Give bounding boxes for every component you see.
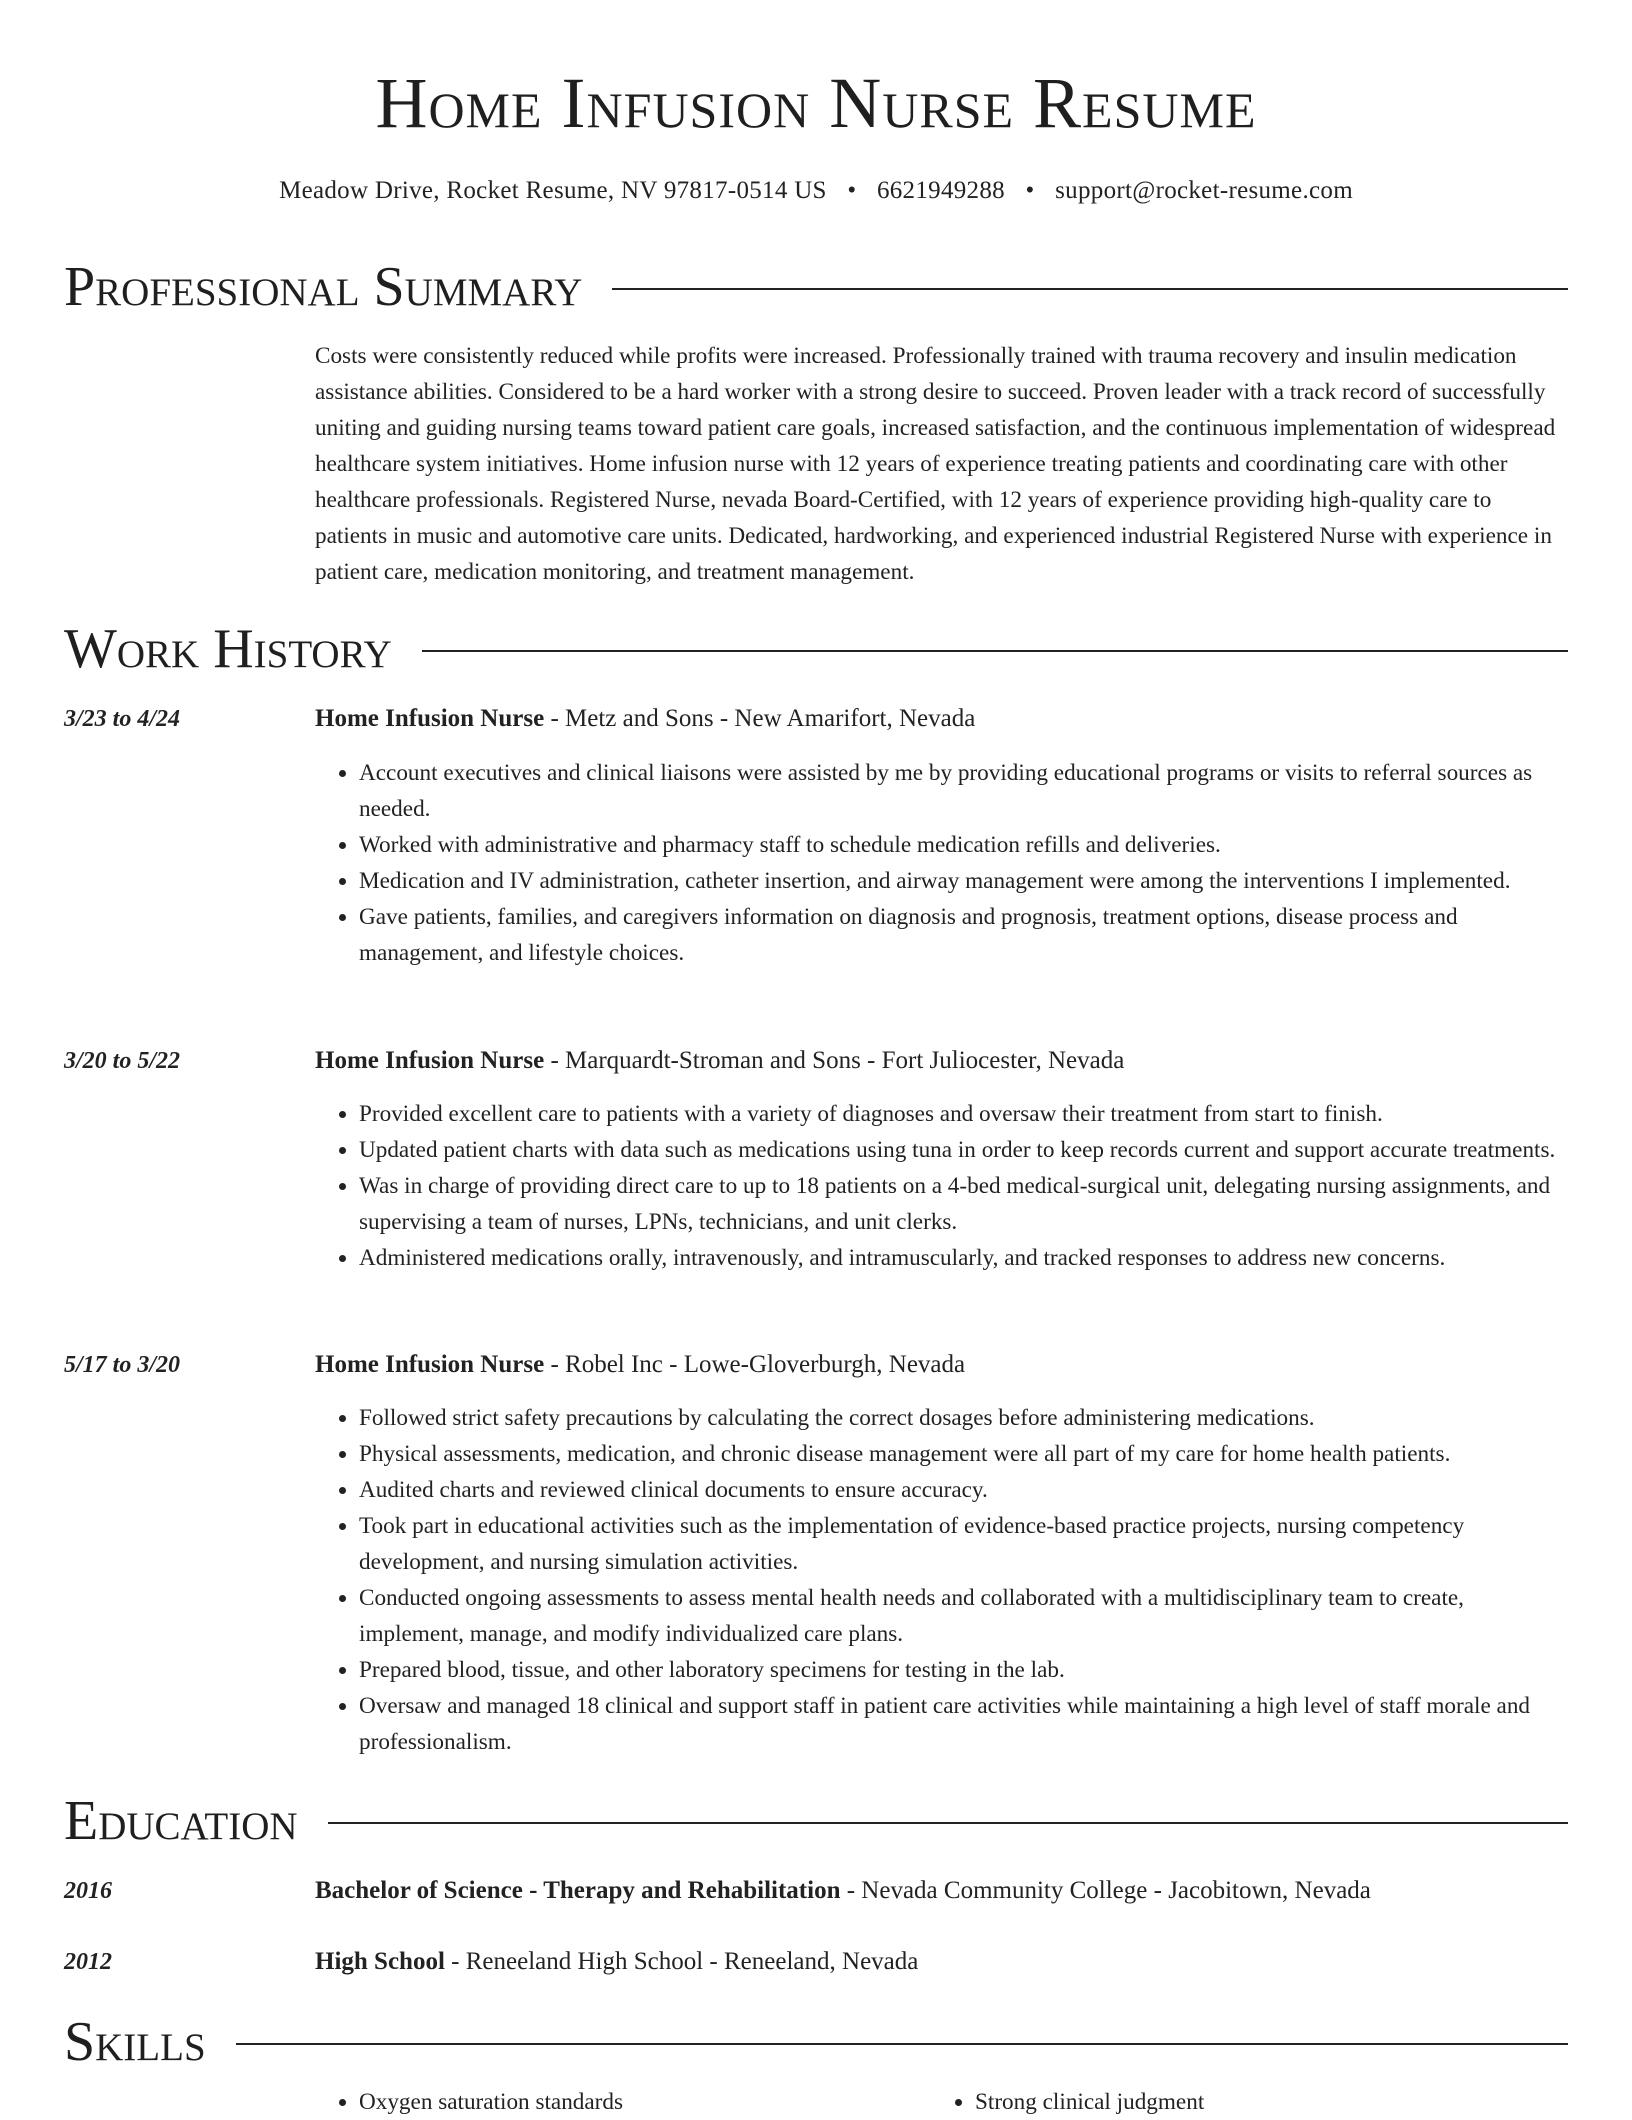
separator-dot: • <box>1025 177 1035 204</box>
resume-title: Home Infusion Nurse Resume <box>375 63 1257 143</box>
job-bullets <box>315 1096 1568 1276</box>
list-item: • Oversaw and managed 18 clinical and support staff in patient care activities while maintaining a high level of staff morale and professionalism. <box>359 1688 1568 1760</box>
degree-title: Bachelor of Science - Therapy and Rehabilitation <box>315 1877 841 1904</box>
entry-heading <box>315 1347 1568 1383</box>
list-item: • Physical assessments, medication, and chronic disease management were all part of my care for home health patients. <box>359 1436 1568 1472</box>
school-details: - Nevada Community College - Jacobitown, Nevada <box>840 1877 1371 1904</box>
section-summary-heading <box>64 252 1568 322</box>
entry-date: 5/17 to 3/20 <box>64 1352 181 1378</box>
job-title: Home Infusion Nurse <box>315 705 545 732</box>
section-title: Professional Summary <box>64 256 583 318</box>
contact-address: Meadow Drive, Rocket Resume, NV 97817-0514 US <box>279 177 827 204</box>
list-item: • Medication and IV administration, catheter insertion, and airway management were among the interventions I implemented. <box>359 863 1568 899</box>
list-item: • Gave patients, families, and caregivers information on diagnosis and prognosis, treatment options, disease process and management, and lifestyle choices. <box>359 899 1568 971</box>
list-item: • Account executives and clinical liaisons were assisted by me by providing educational programs or visits to referral sources as needed. <box>359 755 1568 827</box>
job-details: - Metz and Sons - New Amarifort, Nevada <box>544 705 976 732</box>
job-title: Home Infusion Nurse <box>315 1351 545 1378</box>
list-item: • Conducted ongoing assessments to assess mental health needs and collaborated with a multidisciplinary team to create, implement, manage, and modify individualized care plans. <box>359 1580 1568 1652</box>
entry-heading <box>315 1043 1568 1079</box>
list-item: • Worked with administrative and pharmacy staff to schedule medication refills and deliveries. <box>359 827 1568 863</box>
list-item: • Strong clinical judgment <box>975 2084 1547 2120</box>
list-item: • Provided excellent care to patients with a variety of diagnoses and oversaw their treatment from start to finish. <box>359 1096 1568 1132</box>
list-item: • Administered medications orally, intravenously, and intramuscularly, and tracked responses to address new concerns. <box>359 1240 1568 1276</box>
list-item: • Was in charge of providing direct care to up to 18 patients on a 4-bed medical-surgical unit, delegating nursing assignments, and supervising a team of nurses, LPNs, technicians, and unit clerks. <box>359 1168 1568 1240</box>
job-bullets <box>315 1400 1568 1760</box>
list-item: • Oxygen saturation standards <box>359 2084 931 2120</box>
skills-list <box>315 2084 1568 2120</box>
job-bullets <box>315 755 1568 971</box>
section-rule <box>328 1822 1568 1824</box>
contact-line <box>0 174 1632 208</box>
list-item: • Audited charts and reviewed clinical documents to ensure accuracy. <box>359 1472 1568 1508</box>
section-title: Work History <box>64 618 392 680</box>
separator-dot: • <box>847 177 857 204</box>
entry-date: 2016 <box>64 1878 112 1904</box>
list-item: • Took part in educational activities such as the implementation of evidence-based practice projects, nursing competency development, and nursing simulation activities. <box>359 1508 1568 1580</box>
school-details: - Reneeland High School - Reneeland, Nevada <box>444 1948 919 1975</box>
degree-title: High School <box>315 1948 445 1975</box>
entry-heading <box>315 1944 1568 1980</box>
contact-email: support@rocket-resume.com <box>1055 177 1353 204</box>
job-details: - Marquardt-Stroman and Sons - Fort Juliocester, Nevada <box>544 1047 1125 1074</box>
job-title: Home Infusion Nurse <box>315 1047 545 1074</box>
list-item: • Updated patient charts with data such as medications using tuna in order to keep records current and support accurate treatments. <box>359 1132 1568 1168</box>
skills-column-left <box>315 2084 931 2120</box>
section-education-heading <box>64 1786 1568 1856</box>
entry-date: 3/23 to 4/24 <box>64 706 181 732</box>
section-work-heading <box>64 614 1568 684</box>
section-title: Education <box>64 1790 298 1852</box>
list-item: • Prepared blood, tissue, and other laboratory specimens for testing in the lab. <box>359 1652 1568 1688</box>
section-rule <box>236 2043 1568 2045</box>
entry-date: 3/20 to 5/22 <box>64 1048 181 1074</box>
section-title: Skills <box>64 2011 206 2073</box>
entry-heading <box>315 701 1568 737</box>
section-rule <box>422 650 1568 652</box>
entry-heading <box>315 1873 1568 1909</box>
entry-date: 2012 <box>64 1949 112 1975</box>
job-details: - Robel Inc - Lowe-Gloverburgh, Nevada <box>544 1351 966 1378</box>
skills-column-right <box>931 2084 1547 2120</box>
list-item: • Followed strict safety precautions by calculating the correct dosages before administering medications. <box>359 1400 1568 1436</box>
section-skills-heading <box>64 2007 1568 2077</box>
summary-text: Costs were consistently reduced while profits were increased. Professionally trained with trauma recovery and insulin medication assistance abilities. Considered to be a hard worker with a strong desire to succeed. Proven leader with a track record of successfully uniting and guiding nursing teams toward patient care goals, increased satisfaction, and the continuous implementation of widespread healthcare system initiatives. Home infusion nurse with 12 years of experience treating patients and coordinating care with other healthcare professionals. Registered Nurse, nevada Board-Certified, with 12 years of experience providing high-quality care to patients in music and automotive care units. Dedicated, hardworking, and experienced industrial Registered Nurse with experience in patient care, medication monitoring, and treatment management. <box>315 343 1556 585</box>
section-rule <box>612 288 1568 290</box>
contact-phone: 6621949288 <box>876 177 1005 204</box>
